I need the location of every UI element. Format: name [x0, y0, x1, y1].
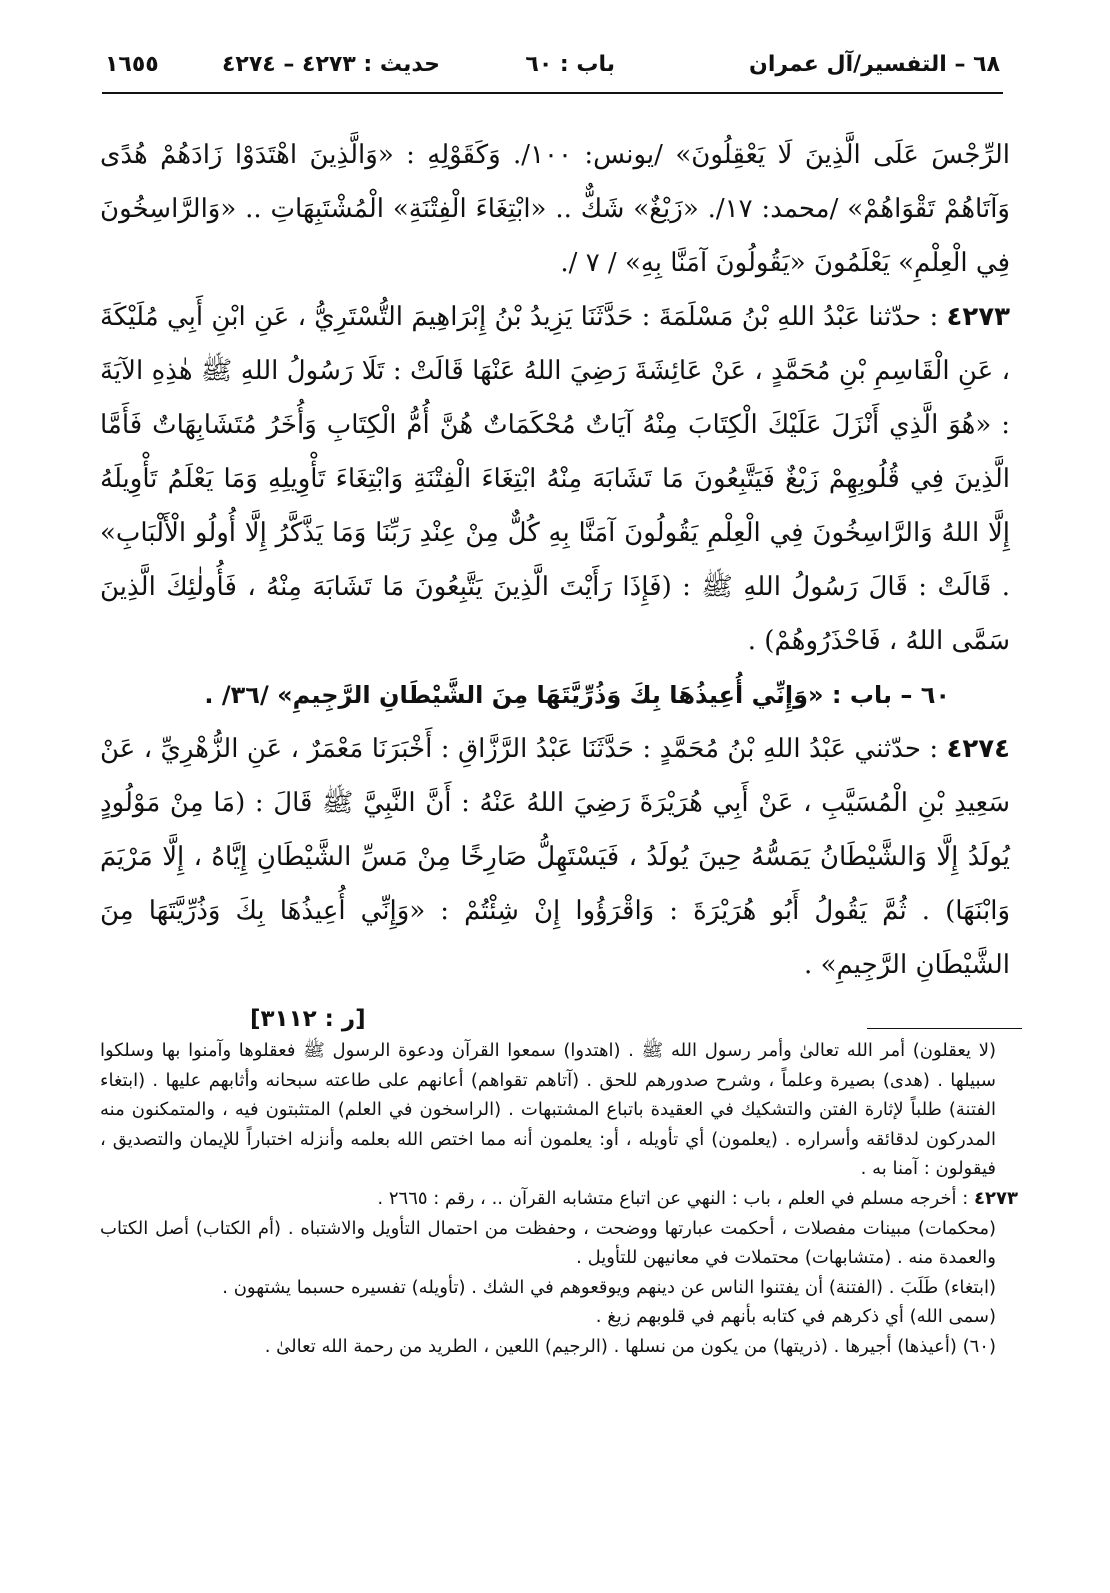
footnote-4273: [100, 1184, 1018, 1214]
bab-heading: ٦٠ – باب : «وَإِنِّي أُعِيذُهَا بِكَ وَذُرِّيَّتَهَا مِنَ الشَّيْطَانِ الرَّجِيمِ» /٣٦/ .: [204, 681, 950, 709]
header-bab: باب : ٦٠: [525, 52, 615, 77]
header-hadith-range: حديث : ٤٢٧٣ – ٤٢٧٤: [222, 52, 440, 77]
footnotes: [100, 1036, 1018, 1362]
footnote-explanation: (ابتغاء) طَلَبَ . (الفتنة) أن يفتنوا الناس عن دينهم ويوقعوهم في الشك . (تأويله) تفسيره حسبما يشتهون .: [222, 1276, 996, 1298]
header-chapter: ٦٨ – التفسير/آل عمران: [749, 52, 1000, 77]
hadith-4274: [100, 722, 1010, 992]
footnote-explanation: (سمى الله) أي ذكرهم في كتابه بأنهم في قلوبهم زيغ .: [595, 1306, 996, 1328]
page-number: ١٦٥٥: [105, 52, 159, 77]
footnote-text: : أخرجه مسلم في العلم ، باب : النهي عن اتباع متشابه القرآن .. ، رقم : ٢٦٦٥ .: [377, 1187, 975, 1209]
hadith-text: : حدّثنا عَبْدُ اللهِ بْنُ مَسْلَمَةَ : حَدَّثَنَا يَزِيدُ بْنُ إِبْرَاهِيمَ التُّسْتَرِيُّ ، عَنِ ابْنِ أَبِي مُلَيْكَةَ ، عَنِ الْقَاسِمِ بْنِ مُحَمَّدٍ ، عَنْ عَائِشَةَ رَضِيَ اللهُ عَنْهَا قَالَتْ : تَلَا رَسُولُ اللهِ ﷺ هٰذِهِ الآيَةَ : «هُوَ الَّذِي أَنْزَلَ عَلَيْكَ الْكِتَابَ مِنْهُ آيَاتٌ مُحْكَمَاتٌ هُنَّ أُمُّ الْكِتَابِ وَأُخَرُ مُتَشَابِهَاتٌ فَأَمَّا الَّذِينَ فِي قُلُوبِهِمْ زَيْغٌ فَيَتَّبِعُونَ مَا تَشَابَهَ مِنْهُ ابْتِغَاءَ الْفِتْنَةِ وَابْتِغَاءَ تَأْوِيلِهِ وَمَا يَعْلَمُ تَأْوِيلَهُ إِلَّا اللهُ وَالرَّاسِخُونَ فِي الْعِلْمِ يَقُولُونَ آمَنَّا بِهِ كُلٌّ مِنْ عِنْدِ رَبِّنَا وَمَا يَذَّكَّرُ إِلَّا أُولُو الْأَلْبَابِ» . قَالَتْ : قَالَ رَسُولُ اللهِ ﷺ : (فَإِذَا رَأَيْتَ الَّذِينَ يَتَّبِعُونَ مَا تَشَابَهَ مِنْهُ ، فَأُولٰئِكَ الَّذِينَ سَمَّى اللهُ ، فَاحْذَرُوهُمْ) .: [100, 302, 1010, 656]
footnote-number: ٤٢٧٣: [974, 1187, 1018, 1209]
intro-line: فِي الْعِلْمِ» يَعْلَمُونَ «يَقُولُونَ آمَنَّا بِهِ» / ٧ /.: [560, 248, 1010, 278]
footnote-explanation: (٦٠) (أعيذها) أجيرها . (ذريتها) من يكون من نسلها . (الرجيم) اللعين ، الطريد من رحمة الله تعالىٰ .: [264, 1335, 996, 1357]
running-header: [105, 44, 1000, 84]
intro-line: وَآتَاهُمْ تَقْوَاهُمْ» /محمد: ١٧/. «زَيْغٌ» شَكٌّ .. «ابْتِغَاءَ الْفِتْنَةِ» الْمُشْتَبِهَاتِ .. «وَالرَّاسِخُونَ: [100, 194, 1010, 224]
hadith-4273: [100, 290, 1010, 668]
hadith-number: ٤٢٧٣: [946, 302, 1010, 332]
header-divider: [102, 92, 1003, 94]
cross-reference: [ر : ٣١١٢]: [250, 1006, 366, 1032]
hadith-number: ٤٢٧٤: [946, 734, 1010, 764]
footnote-intro: (لا يعقلون) أمر الله تعالىٰ وأمر رسول الله ﷺ . (اهتدوا) سمعوا القرآن ودعوة الرسول ﷺ فعقلوها وآمنوا بها وسلكوا سبيلها . (هدى) بصيرة وعلماً ، وشرح صدورهم للحق . (آتاهم تقواهم) أعانهم على طاعته سبحانه وأثابهم عليها . (ابتغاء الفتنة) طلباً لإثارة الفتن والتشكيك في العقيدة باتباع المشتبهات . (الراسخون في العلم) المتثبتون فيه ، والمتمكنون منه المدركون لدقائقه وأسراره . (يعلمون) أي تأويله ، أو: يعلمون أنه مما اختص الله بعلمه وأنزله اختباراً للإيمان والتصديق ، فيقولون : آمنا به .: [100, 1040, 996, 1180]
intro-line: الرِّجْسَ عَلَى الَّذِينَ لَا يَعْقِلُونَ» /يونس: ١٠٠/. وَكَقَوْلِهِ : «وَالَّذِينَ اهْتَدَوْا زَادَهُمْ هُدًى: [100, 140, 1010, 170]
footnote-divider: [867, 1028, 1022, 1029]
footnote-explanation: (محكمات) مبينات مفصلات ، أحكمت عبارتها ووضحت ، وحفظت من احتمال التأويل والاشتباه . (أم الكتاب) أصل الكتاب والعمدة منه . (متشابهات) محتملات في معانيهن للتأويل .: [100, 1217, 996, 1269]
intro-paragraph: [100, 128, 1010, 290]
main-text: [100, 128, 1010, 1046]
hadith-text: : حدّثني عَبْدُ اللهِ بْنُ مُحَمَّدٍ : حَدَّثَنَا عَبْدُ الرَّزَّاقِ : أَخْبَرَنَا مَعْمَرٌ ، عَنِ الزُّهْرِيِّ ، عَنْ سَعِيدِ بْنِ الْمُسَيَّبِ ، عَنْ أَبِي هُرَيْرَةَ رَضِيَ اللهُ عَنْهُ : أَنَّ النَّبِيَّ ﷺ قَالَ : (مَا مِنْ مَوْلُودٍ يُولَدُ إِلَّا وَالشَّيْطَانُ يَمَسُّهُ حِينَ يُولَدُ ، فَيَسْتَهِلُّ صَارِخًا مِنْ مَسِّ الشَّيْطَانِ إِيَّاهُ ، إِلَّا مَرْيَمَ وَابْنَهَا) . ثُمَّ يَقُولُ أَبُو هُرَيْرَةَ : وَاقْرَؤُوا إِنْ شِئْتُمْ : «وَإِنِّي أُعِيذُهَا بِكَ وَذُرِّيَّتَهَا مِنَ الشَّيْطَانِ الرَّجِيمِ» .: [100, 734, 1010, 980]
